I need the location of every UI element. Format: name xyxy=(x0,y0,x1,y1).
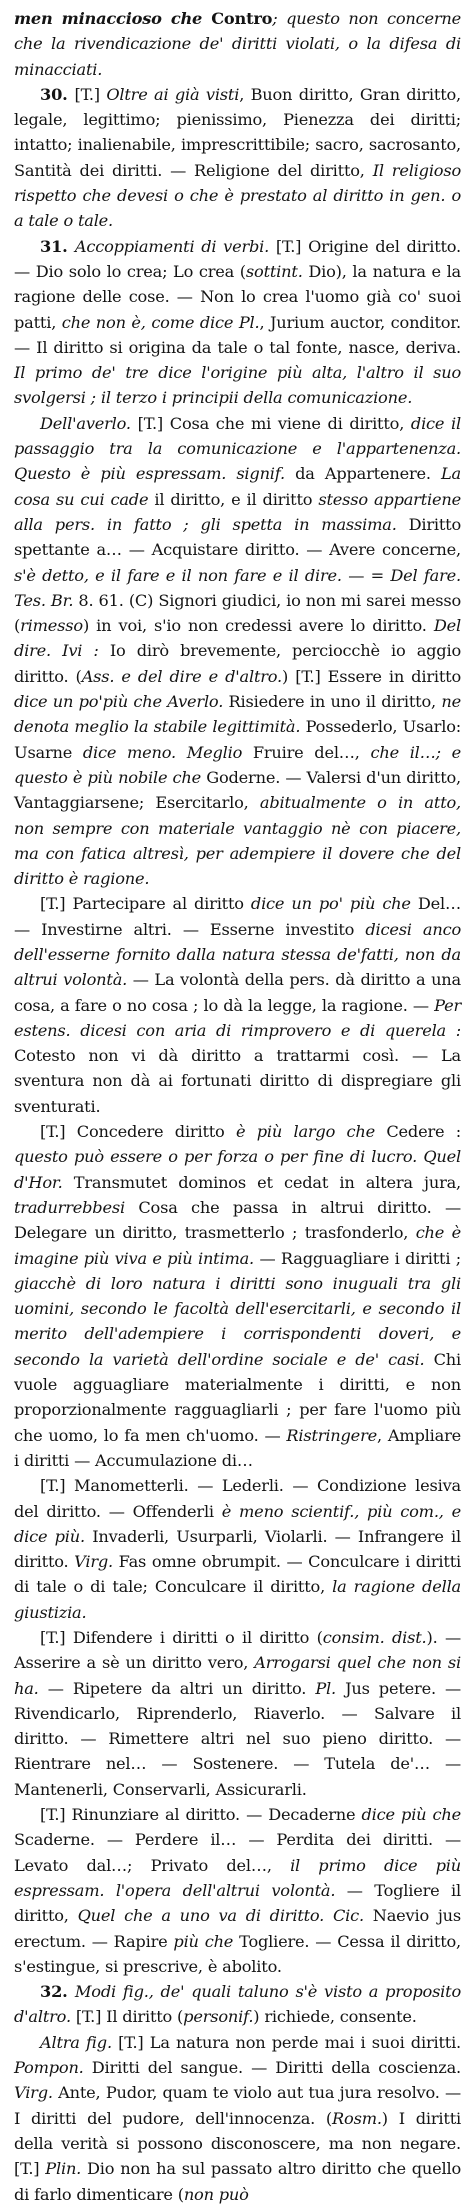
text-segment: ). — Asserire a sè un diritto vero, xyxy=(14,1628,461,1673)
text-segment: dice più che xyxy=(361,1805,461,1825)
paragraph-altra-fig xyxy=(14,2030,461,2207)
text-segment: — Ragguagliare i diritti ; xyxy=(254,1248,461,1268)
text-segment: ) I diritti della verità si possono disconoscere, ma non negare. [T.] xyxy=(14,2108,461,2179)
text-segment: personif. xyxy=(183,2007,254,2027)
text-segment: ) [T.] Essere in diritto xyxy=(282,666,461,686)
text-segment: Possederlo, Usarlo: Usarne xyxy=(14,717,461,762)
text-segment: il primo dice più espressam. l'opera dell'altrui volontà. xyxy=(14,1855,461,1900)
text-segment: Diritto spettante a… — Acquistare diritto. — Avere concerne, xyxy=(14,514,461,560)
text-segment: = Del fare. Tes. Br. xyxy=(14,565,461,610)
text-segment: Jus petere. — Rivendicarlo, Riprenderlo, Riaverlo. — Salvare il diritto. — Rimettere altri nel suo pieno diritto. — Rientrare nel… — Sostenere. — Tutela de'… — Mantenerli, Conservarli, Assicurarli. xyxy=(14,1678,462,1799)
text-segment: più che xyxy=(173,1931,234,1951)
text-segment: rimesso xyxy=(20,616,83,636)
text-segment: Fas omne obrumpit. — Conculcare i diritti di tale o di tale; Conculcare il diritto, xyxy=(14,1552,462,1597)
text-segment: men minaccioso che xyxy=(14,9,212,28)
paragraph-difendere xyxy=(14,1625,461,1802)
text-segment: dice un po'più che Averlo. xyxy=(14,692,224,712)
paragraph-manometterli xyxy=(14,1473,461,1625)
text-segment: Virg. xyxy=(14,2083,53,2103)
text-segment: Per estens. dicesi con aria di rimprovero e di querela : xyxy=(14,995,461,1040)
text-segment: Ristringere xyxy=(286,1425,377,1445)
text-segment: Virg. xyxy=(74,1552,113,1572)
text-segment: Rosm. xyxy=(332,2108,382,2128)
text-segment: Modi fig., de' quali taluno s'è visto a proposito d'altro. xyxy=(14,1982,462,2027)
text-segment: 31. xyxy=(40,236,75,256)
text-segment: La cosa su cui cade xyxy=(14,464,461,509)
text-segment: non può xyxy=(183,2184,249,2204)
paragraph-averlo xyxy=(14,411,461,892)
text-segment: [T.] Concedere diritto xyxy=(40,1122,236,1142)
text-segment: Del… — Investirne altri. — Esserne investito xyxy=(14,894,461,939)
paragraph-32 xyxy=(14,1979,461,2030)
text-segment: che è imagine più viva e più intima. xyxy=(14,1223,461,1268)
text-segment: Cosa che passa in altrui diritto. — Delegare un diritto, trasmetterlo ; trasfonderlo, xyxy=(14,1197,461,1243)
text-segment: [T.] Manometterli. — Lederli. — Condizione lesiva del diritto. — Offenderli xyxy=(14,1476,461,1521)
text-segment: — Ripetere da altri un diritto. xyxy=(38,1678,316,1698)
text-segment: 30. xyxy=(40,84,75,104)
text-segment: Plin. xyxy=(45,2159,82,2179)
text-segment: Dell'averlo. xyxy=(40,413,131,433)
text-segment: , Jurium auctor, conditor. — Il diritto si origina da tale o tal fonte, nasce, deriva. xyxy=(14,312,462,357)
text-segment: s'è detto, e il fare e il non fare e il dire. xyxy=(14,565,342,585)
text-segment: [T.] xyxy=(74,84,107,104)
text-segment: Dio), la natura e la ragione delle cose. — Non lo crea l'uomo già co' suoi patti, xyxy=(14,261,461,332)
text-segment: Quel che a uno va di diritto. Cic. xyxy=(77,1906,364,1926)
text-segment: Il primo de' tre dice l'origine più alta, l'altro il suo svolgersi ; il terzo i principii della comunicazione. xyxy=(14,363,461,408)
text-segment: — xyxy=(341,565,371,585)
text-segment: stesso appartiene alla pers. in fatto ; gli spetta in massima. xyxy=(14,489,461,534)
text-segment: Goderne. — Valersi d'un diritto, Vantaggiarsene; Esercitarlo, xyxy=(14,767,461,813)
text-segment: ) in voi, s'io non credessi avere lo diritto. xyxy=(82,616,434,636)
text-segment: [T.] Difendere i diritti o il diritto ( xyxy=(40,1628,323,1647)
text-segment: Ante, Pudor, quam te violo aut tua jura resolvo. — I diritti del pudore, dell'innocenza. ( xyxy=(14,2083,461,2128)
text-segment: [T.] Origine del diritto. — Dio solo lo crea; Lo crea ( xyxy=(14,236,462,281)
text-segment: Naevio jus erectum. — Rapire xyxy=(14,1906,462,1951)
text-segment: che non è, come dice Pl. xyxy=(61,312,260,332)
text-segment: Chi vuole agguagliare materialmente i diritti, e non proporzionalmente ragguagliarli ; per fare l'uomo più che uomo, lo fa men ch'uomo. — xyxy=(14,1349,461,1445)
text-segment: [T.] La natura non perde mai i suoi diritti. xyxy=(111,2032,461,2052)
text-segment: dice meno. Meglio xyxy=(82,742,243,762)
text-segment: Pl. xyxy=(315,1678,336,1698)
text-segment: ne denota meglio la stabile legittimità. xyxy=(14,692,461,737)
text-segment: questo può essere o per forza o per fine di lucro. Quel d'Hor. xyxy=(14,1147,461,1192)
text-segment: Ass. e del dire e d'altro. xyxy=(81,666,282,686)
text-segment: Transmutet dominos et cedat in altera jura, xyxy=(62,1172,461,1192)
text-segment: ; questo non concerne che la rivendicazione de' diritti violati, o la difesa di minacciati. xyxy=(14,9,461,79)
text-segment: , Buon diritto, Gran diritto, legale, legittimo; pienissimo, Pienezza dei diritti; intatto; inalienabile, imprescrittibile; sacro, sacrosanto, Santità dei diritti. — Religione del diritto, xyxy=(14,84,462,180)
text-segment: Pompon. xyxy=(14,2058,84,2078)
text-segment: Altra fig. xyxy=(40,2032,112,2052)
text-segment: consim. dist. xyxy=(322,1628,427,1647)
text-segment: dice il passaggio tra la comunicazione e l'appartenenza. Questo è più espressam. signif. xyxy=(14,413,461,484)
paragraph-rinunziare xyxy=(14,1802,461,1979)
text-segment: Invaderli, Usurparli, Violarli. — Infrangere il diritto. xyxy=(14,1526,461,1572)
text-segment: Io dirò brevemente, perciocchè io aggio diritto. ( xyxy=(14,641,461,686)
paragraph-31 xyxy=(14,234,461,411)
text-segment: Fruire del…, xyxy=(242,742,371,762)
text-segment: è meno scientif., più com., e dice più. xyxy=(14,1501,461,1546)
paragraph-30 xyxy=(14,82,461,234)
text-segment: 8. 61. (C) Signori giudici, io non mi sarei messo ( xyxy=(14,590,462,636)
text-segment: dice un po' più che xyxy=(250,894,411,914)
text-segment: Risiedere in uno il diritto, xyxy=(223,692,442,712)
text-segment: sottint. xyxy=(245,261,303,281)
text-segment: — La volontà della pers. dà diritto a una cosa, a fare o no cosa ; lo dà la legge, la ragione. — xyxy=(14,970,461,1015)
text-segment: , Ampliare i diritti — Accumulazione di… xyxy=(14,1425,461,1470)
text-segment: 32. xyxy=(40,1982,75,2002)
text-segment: [T.] Cosa che mi viene di diritto, xyxy=(130,413,411,433)
text-segment: ) richiede, consente. xyxy=(253,2007,417,2027)
paragraph-concedere xyxy=(14,1119,461,1473)
text-segment: Togliere. — Cessa il diritto, s'estingue, si prescrive, è abolito. xyxy=(14,1931,461,1976)
text-segment: [T.] Rinunziare al diritto. — Decaderne xyxy=(40,1805,362,1825)
text-segment: il diritto, e il diritto xyxy=(148,489,319,509)
text-segment: Arrogarsi quel che non si ha. xyxy=(14,1653,461,1698)
text-segment: abitualmente o in atto, non sempre con materiale vantaggio nè con piacere, ma con fatica altresì, per adempiere il dovere che del diritto è ragione. xyxy=(14,793,461,889)
text-segment: [T.] Partecipare al diritto xyxy=(40,894,251,914)
text-segment: Scaderne. — Perdere il… — Perdita dei diritti. — Levato dal…; Privato del…, xyxy=(14,1830,461,1875)
text-segment: Cedere : xyxy=(374,1122,462,1142)
text-segment: che il…; e questo è più nobile che xyxy=(14,742,462,787)
paragraph-0 xyxy=(14,6,461,82)
text-segment: Dio non ha sul passato altro diritto che quello di farlo dimenticare ( xyxy=(14,2159,461,2204)
text-segment: la ragione della giustizia. xyxy=(14,1577,462,1622)
text-segment: Contro xyxy=(211,9,273,28)
text-segment: [T.] Il diritto ( xyxy=(70,2007,184,2027)
text-segment: tradurrebbesi xyxy=(14,1197,125,1217)
text-segment: è più largo che xyxy=(235,1122,375,1142)
text-segment: dicesi anco dell'esserne fornito dalla natura stessa de'fatti, non da altrui volontà. xyxy=(14,919,461,990)
text-segment: giacchè di loro natura i diritti sono inuguali tra gli uomini, secondo le facoltà dell'esercitarli, e secondo il merito dell'adempiere i corrispondenti doveri, e secondo la varietà dell'ordine sociale e de' casi. xyxy=(14,1273,461,1369)
text-segment: Cotesto non vi dà diritto a trattarmi così. — La sventura non dà ai fortunati diritto di dispregiare gli sventurati. xyxy=(14,1046,461,1116)
text-segment: Oltre ai già visti xyxy=(106,84,240,104)
text-segment: — Togliere il diritto, xyxy=(14,1880,461,1926)
text-segment: Il religioso rispetto che devesi o che è prestato al diritto in gen. o a tale o tale. xyxy=(14,160,461,231)
text-segment: Accoppiamenti di verbi. xyxy=(74,236,270,256)
text-segment: da Appartenere. xyxy=(284,464,441,484)
text-segment: Del dire. Ivi : xyxy=(14,616,461,661)
text-segment: Diritti del sangue. — Diritti della coscienza. xyxy=(83,2058,461,2078)
paragraph-partecipare xyxy=(14,891,461,1119)
